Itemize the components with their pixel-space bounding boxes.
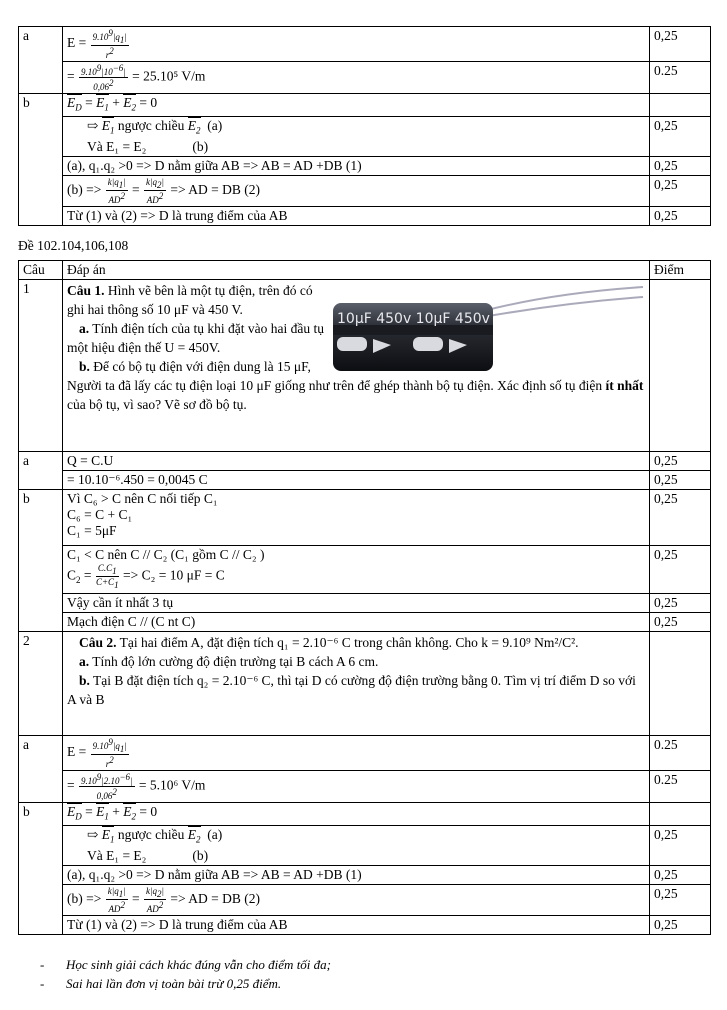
row-label-empty — [19, 826, 63, 866]
score-empty — [650, 280, 711, 452]
q1-b-label: b. — [79, 359, 90, 374]
q1b-l5: => C₂ = 10 μF = C — [123, 567, 225, 583]
row-label-empty — [19, 117, 63, 157]
score: 0.25 — [650, 736, 711, 771]
q2-case-b: (b) => $\frac{k|q_1|}{AD^2}$ = $\frac{k|q_2|}{AD^2}$ => AD = DB (2) — [63, 885, 650, 916]
q2-e-value: = 5.10⁶ V/m — [138, 777, 206, 793]
q1b-l1: Vì C₆ > C nên C nối tiếp C₁ — [67, 491, 218, 506]
header-dap-an: Đáp án — [63, 261, 650, 280]
q1b-l7: Mạch điện C // (C nt C) — [63, 613, 650, 632]
q1a-line1: Q = C.U — [63, 452, 650, 471]
case-b-text: (b) => $\frac{k|q_1|}{AD^2}$ = $\frac{k|q_2|}{AD^2}$ => AD = DB (2) — [63, 176, 650, 207]
q2-intro: Tại hai điểm A, đặt điện tích q₁ = 2.10⁻⁶ C trong chân không. Cho k = 9.10⁹ Nm²/C². — [119, 635, 579, 650]
header-cau: Câu — [19, 261, 63, 280]
q2-formula-value: = $\frac{9.10^9|2.10^{-6}|}{0,06^2}$ = 5.10⁶ V/m — [63, 770, 650, 802]
q2-conclusion: Từ (1) và (2) => D là trung điểm của AB — [63, 915, 650, 934]
row-label: b — [19, 93, 63, 117]
score: 0,25 — [650, 866, 711, 885]
q2-vector-sum: $E_D = E_1 + E_2 = 0$ — [63, 802, 650, 826]
score: 0,25 — [650, 27, 711, 62]
ratio-result: => AD = DB (2) — [170, 182, 260, 198]
question-2-cell — [63, 632, 650, 736]
q1b-block2 — [63, 546, 650, 594]
score: 0.25 — [650, 770, 711, 802]
prefix: (b) => — [67, 182, 102, 198]
row-label: a — [19, 27, 63, 62]
note-item: - Học sinh giải cách khác đúng vẫn cho điểm tối đa; — [40, 957, 331, 972]
score: 0,25 — [650, 157, 711, 176]
row-label-empty — [19, 546, 63, 594]
q2-ratio-result: => AD = DB (2) — [170, 891, 260, 907]
main-answer-table — [18, 260, 711, 935]
q1-a-label: a. — [79, 321, 90, 336]
formula-e: E = $\frac{9.10^9|q_1|}{r^2}$ — [63, 27, 650, 62]
score: 0,25 — [650, 594, 711, 613]
row-label-empty — [19, 61, 63, 93]
row-label-empty — [19, 866, 63, 885]
formula-e-value: = $\frac{9.10^9|10^{-6}|}{0,06^2}$ = 25.10⁵ V/m — [63, 61, 650, 93]
q2-direction-note: ⇨ $E_1$ ngược chiều $E_2$ (a) Và E₁ = E₂ (b) — [63, 826, 650, 866]
header-diem: Điểm — [650, 261, 711, 280]
q2-title: Câu 2. — [79, 635, 117, 650]
q1-title: Câu 1. — [67, 283, 105, 298]
question-number: 2 — [19, 632, 63, 736]
equal-text: Và E₁ = E₂ — [87, 139, 147, 155]
q1-b-text: Để có bộ tụ điện với điện dung là 15 μF, Người ta đã lấy các tụ điện loại 10 μF giống như trên để ghép thành bộ tụ điện. Xác định số tụ điện — [67, 359, 603, 393]
q2-equal-text: Và E₁ = E₂ — [87, 848, 147, 864]
row-label-empty — [19, 157, 63, 176]
score-empty — [650, 632, 711, 736]
marker-a: (a) — [207, 118, 223, 134]
q1b-l4: C₁ < C nên C // C₂ (C₁ gồm C // C₂ ) — [67, 547, 265, 562]
q1-b-text2: của bộ tụ, vì sao? Vẽ sơ đồ bộ tụ. — [67, 397, 247, 412]
row-label-empty — [19, 594, 63, 613]
score: 0,25 — [650, 613, 711, 632]
note-text: Học sinh giải cách khác đúng vẫn cho điểm tối đa; — [66, 957, 331, 972]
score: 0,25 — [650, 915, 711, 934]
marker-b: (b) — [192, 139, 209, 155]
score: 0,25 — [650, 826, 711, 866]
row-label-empty — [19, 770, 63, 802]
question-1-cell — [63, 280, 650, 452]
direction-note: ⇨ $E_1$ ngược chiều $E_2$ (a) Và E₁ = E₂ (b) — [63, 117, 650, 157]
score: 0,25 — [650, 490, 711, 546]
q1-b-bold: ít nhất — [605, 378, 644, 393]
row-label: b — [19, 802, 63, 826]
question-number: 1 — [19, 280, 63, 452]
row-label-empty — [19, 206, 63, 225]
score: 0,25 — [650, 885, 711, 916]
note-text: Sai hai lần đơn vị toàn bài trừ 0,25 điểm. — [66, 976, 282, 991]
q1-a-text: Tính điện tích của tụ khi đặt vào hai đầu tụ một hiệu điện thế U = 450V. — [67, 321, 324, 355]
e-value-text: = 25.10⁵ V/m — [132, 68, 206, 84]
q2-direction-text: ngược chiều — [117, 827, 185, 843]
q2-a-text: Tính độ lớn cường độ điện trường tại B cách A 6 cm. — [92, 654, 379, 669]
vector-sum: $E_D = E_1 + E_2 = 0$ — [63, 93, 650, 117]
q2-a-label: a. — [79, 654, 90, 669]
row-label-empty — [19, 885, 63, 916]
capacitor-image — [333, 283, 645, 373]
capacitor-label: 10μF 450v 10μF 450v — [337, 311, 490, 327]
score: 0.25 — [650, 61, 711, 93]
row-label-empty — [19, 915, 63, 934]
row-label-empty — [19, 471, 63, 490]
score-empty — [650, 802, 711, 826]
prefix: (b) => — [67, 891, 102, 907]
q1a-line2: = 10.10⁻⁶.450 = 0,0045 C — [63, 471, 650, 490]
direction-text: ngược chiều — [117, 118, 185, 134]
row-label: b — [19, 490, 63, 546]
score: 0,25 — [650, 471, 711, 490]
top-answer-table — [18, 26, 711, 226]
score: 0,25 — [650, 176, 711, 207]
note-item: - Sai hai lần đơn vị toàn bài trừ 0,25 điểm. — [40, 976, 282, 991]
q2-b-label: b. — [79, 673, 90, 688]
q2-formula-e: E = $\frac{9.10^9|q_1|}{r^2}$ — [63, 736, 650, 771]
conclusion-text: Từ (1) và (2) => D là trung điểm của AB — [63, 206, 650, 225]
exam-caption: Đề 102.104,106,108 — [18, 238, 129, 253]
q1-intro: Hình vẽ bên là một tụ điện, trên đó có ghi hai thông số 10 μF và 450 V. — [67, 283, 313, 317]
row-label-empty — [19, 613, 63, 632]
q1b-l3: C₁ = 5μF — [67, 523, 117, 538]
row-label: a — [19, 452, 63, 471]
q2-marker-a: (a) — [207, 827, 223, 843]
q1b-l6: Vậy cần ít nhất 3 tụ — [63, 594, 650, 613]
score: 0,25 — [650, 452, 711, 471]
case-a-text: (a), q₁.q₂ >0 => D nằm giữa AB => AB = AD +DB (1) — [63, 157, 650, 176]
score: 0,25 — [650, 546, 711, 594]
q2-b-text: Tại B đặt điện tích q₂ = 2.10⁻⁶ C, thì tại D có cường độ điện trường bằng 0. Tìm vị trí điểm D so với A và B — [67, 673, 636, 707]
q2-marker-b: (b) — [192, 848, 209, 864]
q1b-l2: C₆ = C + C₁ — [67, 507, 133, 522]
score: 0,25 — [650, 117, 711, 157]
q2-case-a: (a), q₁.q₂ >0 => D nằm giữa AB => AB = AD +DB (1) — [63, 866, 650, 885]
row-label-empty — [19, 176, 63, 207]
q1b-l5-row: $C_2$ = $\frac{C.C_1}{C+C_1}$ => C₂ = 10 μF = C — [67, 563, 225, 590]
q1b-block1 — [63, 490, 650, 546]
grading-notes — [40, 955, 331, 993]
score: 0,25 — [650, 206, 711, 225]
score-empty — [650, 93, 711, 117]
row-label: a — [19, 736, 63, 771]
